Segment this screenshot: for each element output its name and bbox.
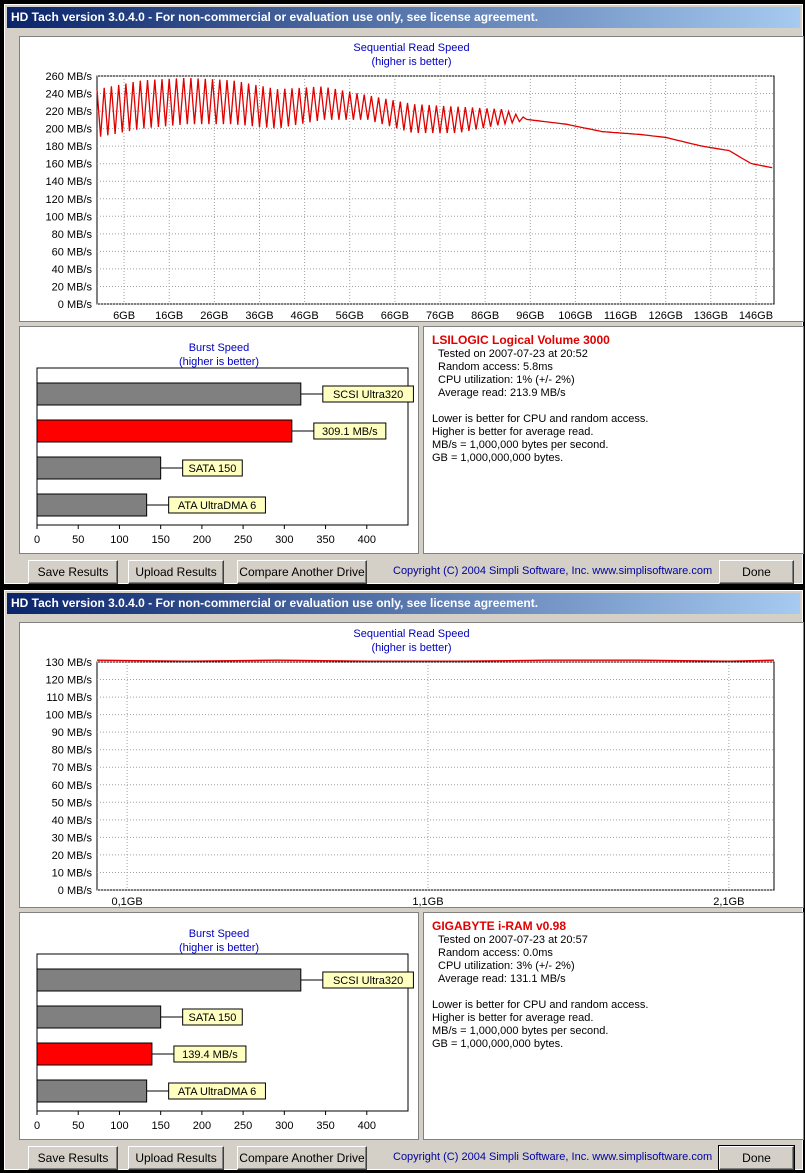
burst-bar-reference — [37, 383, 301, 405]
compare-another-drive-button[interactable]: Compare Another Drive — [237, 560, 367, 584]
note-line: MB/s = 1,000,000 bytes per second. — [432, 439, 609, 451]
x-tick-label: 50 — [72, 534, 85, 546]
y-tick-label: 50 MB/s — [51, 797, 92, 810]
bar-label: 139.4 MB/s — [182, 1049, 238, 1061]
done-button[interactable]: Done — [719, 1146, 794, 1170]
y-tick-label: 140 MB/s — [45, 176, 92, 189]
x-tick-label: 2,1GB — [713, 896, 745, 907]
save-results-button[interactable]: Save Results — [28, 1146, 118, 1170]
x-tick-label: 300 — [275, 1120, 294, 1132]
burst-bar-current — [37, 1043, 152, 1065]
sequential-chart-subtitle: (higher is better) — [371, 56, 452, 68]
burst-bar-reference — [37, 1080, 147, 1102]
x-tick-label: 116GB — [603, 310, 638, 321]
compare-another-drive-button[interactable]: Compare Another Drive — [237, 1146, 367, 1170]
x-tick-label: 350 — [316, 534, 335, 546]
x-tick-label: 136GB — [693, 310, 728, 321]
note-line: Higher is better for average read. — [432, 426, 594, 438]
average-read: Average read: 131.1 MB/s — [438, 973, 566, 985]
y-tick-label: 80 MB/s — [51, 228, 92, 241]
burst-chart-subtitle: (higher is better) — [178, 356, 260, 368]
burst-bar-current — [37, 420, 292, 442]
note-line: Lower is better for CPU and random access. — [432, 413, 649, 425]
bar-label: SCSI Ultra320 — [332, 975, 404, 987]
x-tick-label: 86GB — [471, 310, 500, 321]
y-tick-label: 20 MB/s — [51, 849, 92, 862]
burst-bar-reference — [37, 457, 161, 479]
upload-results-button[interactable]: Upload Results — [128, 1146, 224, 1170]
y-tick-label: 10 MB/s — [51, 867, 92, 880]
burst-chart-title: Burst Speed — [188, 928, 250, 940]
copyright-link[interactable]: Copyright (C) 2004 Simpli Software, Inc. www.simplisoftware.com — [393, 1151, 713, 1163]
x-tick-label: 6GB — [113, 310, 136, 321]
y-tick-label: 120 MB/s — [45, 674, 92, 687]
bar-label: 309.1 MB/s — [322, 426, 378, 438]
sequential-read-panel — [19, 36, 804, 322]
x-tick-label: 100 — [110, 534, 129, 546]
x-tick-label: 250 — [233, 534, 253, 546]
x-tick-label: 1,1GB — [412, 896, 444, 907]
series-line — [97, 660, 774, 661]
tested-on: Tested on 2007-07-23 at 20:57 — [438, 934, 588, 946]
x-tick-label: 200 — [192, 534, 212, 546]
note-line: GB = 1,000,000,000 bytes. — [432, 452, 564, 464]
x-tick-label: 16GB — [155, 310, 184, 321]
x-tick-label: 250 — [233, 1120, 253, 1132]
x-tick-label: 400 — [357, 1120, 376, 1132]
sequential-read-chart — [20, 37, 803, 321]
y-tick-label: 240 MB/s — [45, 88, 92, 101]
drive-info-panel — [423, 326, 804, 554]
sequential-chart-subtitle: (higher is better) — [371, 642, 452, 654]
y-tick-label: 60 MB/s — [51, 779, 92, 792]
random-access: Random access: 0.0ms — [438, 947, 553, 959]
x-tick-label: 300 — [275, 534, 294, 546]
y-tick-label: 100 MB/s — [45, 709, 92, 722]
bar-label: SATA 150 — [188, 463, 237, 475]
y-tick-label: 100 MB/s — [45, 211, 92, 224]
y-tick-label: 40 MB/s — [51, 814, 92, 827]
drive-name: LSILOGIC Logical Volume 3000 — [432, 333, 610, 347]
hdtach-window-2 — [4, 590, 803, 1170]
bar-label: SATA 150 — [188, 1012, 237, 1024]
sequential-chart-title: Sequential Read Speed — [353, 42, 470, 54]
y-tick-label: 20 MB/s — [51, 281, 92, 294]
burst-bar-reference — [37, 969, 301, 991]
y-tick-label: 180 MB/s — [45, 141, 92, 154]
y-tick-label: 200 MB/s — [45, 123, 92, 136]
x-tick-label: 46GB — [290, 310, 319, 321]
x-tick-label: 150 — [151, 534, 170, 546]
x-tick-label: 350 — [316, 1120, 335, 1132]
cpu-utilization: CPU utilization: 3% (+/- 2%) — [438, 960, 575, 972]
y-tick-label: 160 MB/s — [45, 158, 92, 171]
bar-label: SCSI Ultra320 — [332, 389, 404, 401]
x-tick-label: 0 — [33, 534, 41, 546]
burst-bar-reference — [37, 1006, 161, 1028]
title-bar[interactable]: HD Tach version 3.0.4.0 - For non-commercial or evaluation use only, see license agreement. — [7, 593, 800, 614]
x-tick-label: 0,1GB — [111, 896, 143, 907]
note-line: GB = 1,000,000,000 bytes. — [432, 1038, 564, 1050]
x-tick-label: 200 — [192, 1120, 212, 1132]
x-tick-label: 106GB — [558, 310, 593, 321]
random-access: Random access: 5.8ms — [438, 361, 553, 373]
note-line: Higher is better for average read. — [432, 1012, 594, 1024]
burst-chart-title: Burst Speed — [188, 342, 250, 354]
note-line: MB/s = 1,000,000 bytes per second. — [432, 1025, 609, 1037]
x-tick-label: 100 — [110, 1120, 129, 1132]
sequential-read-panel — [19, 622, 804, 908]
x-tick-label: 400 — [357, 534, 376, 546]
sequential-read-chart — [20, 623, 803, 907]
plot-area — [97, 662, 774, 890]
x-tick-label: 76GB — [425, 310, 455, 321]
y-tick-label: 110 MB/s — [46, 692, 92, 705]
note-line: Lower is better for CPU and random access. — [432, 999, 649, 1011]
save-results-button[interactable]: Save Results — [28, 560, 118, 584]
y-tick-label: 70 MB/s — [51, 762, 92, 775]
x-tick-label: 146GB — [738, 310, 774, 321]
y-tick-label: 80 MB/s — [51, 744, 92, 757]
y-tick-label: 30 MB/s — [51, 832, 92, 845]
burst-speed-chart — [20, 327, 418, 553]
hdtach-window-1 — [4, 4, 803, 584]
x-tick-label: 150 — [151, 1120, 170, 1132]
y-tick-label: 130 MB/s — [45, 657, 92, 669]
drive-name: GIGABYTE i-RAM v0.98 — [432, 919, 567, 933]
done-button[interactable]: Done — [719, 560, 794, 584]
x-tick-label: 56GB — [335, 310, 364, 321]
title-bar[interactable]: HD Tach version 3.0.4.0 - For non-commercial or evaluation use only, see license agreement. — [7, 7, 800, 28]
sequential-chart-title: Sequential Read Speed — [353, 628, 470, 640]
x-tick-label: 96GB — [516, 310, 545, 321]
x-tick-label: 50 — [72, 1120, 85, 1132]
copyright-link[interactable]: Copyright (C) 2004 Simpli Software, Inc. www.simplisoftware.com — [393, 565, 713, 577]
drive-info-panel — [423, 912, 804, 1140]
burst-speed-panel — [19, 326, 419, 554]
bar-label: ATA UltraDMA 6 — [177, 1086, 257, 1098]
x-tick-label: 0 — [33, 1120, 41, 1132]
y-tick-label: 40 MB/s — [51, 263, 92, 276]
y-tick-label: 0 MB/s — [57, 885, 92, 897]
y-tick-label: 220 MB/s — [45, 106, 92, 119]
cpu-utilization: CPU utilization: 1% (+/- 2%) — [438, 374, 575, 386]
burst-chart-subtitle: (higher is better) — [178, 942, 260, 954]
x-tick-label: 26GB — [200, 310, 229, 321]
y-tick-label: 260 MB/s — [45, 71, 92, 83]
x-tick-label: 126GB — [648, 310, 683, 321]
y-tick-label: 90 MB/s — [51, 727, 92, 740]
y-tick-label: 120 MB/s — [45, 193, 92, 206]
y-tick-label: 0 MB/s — [57, 299, 92, 311]
burst-bar-reference — [37, 494, 147, 516]
burst-speed-panel — [19, 912, 419, 1140]
y-tick-label: 60 MB/s — [51, 246, 92, 259]
x-tick-label: 66GB — [380, 310, 409, 321]
x-tick-label: 36GB — [245, 310, 274, 321]
burst-speed-chart — [20, 913, 418, 1139]
average-read: Average read: 213.9 MB/s — [438, 387, 566, 399]
tested-on: Tested on 2007-07-23 at 20:52 — [438, 348, 588, 360]
bar-label: ATA UltraDMA 6 — [177, 500, 257, 512]
upload-results-button[interactable]: Upload Results — [128, 560, 224, 584]
